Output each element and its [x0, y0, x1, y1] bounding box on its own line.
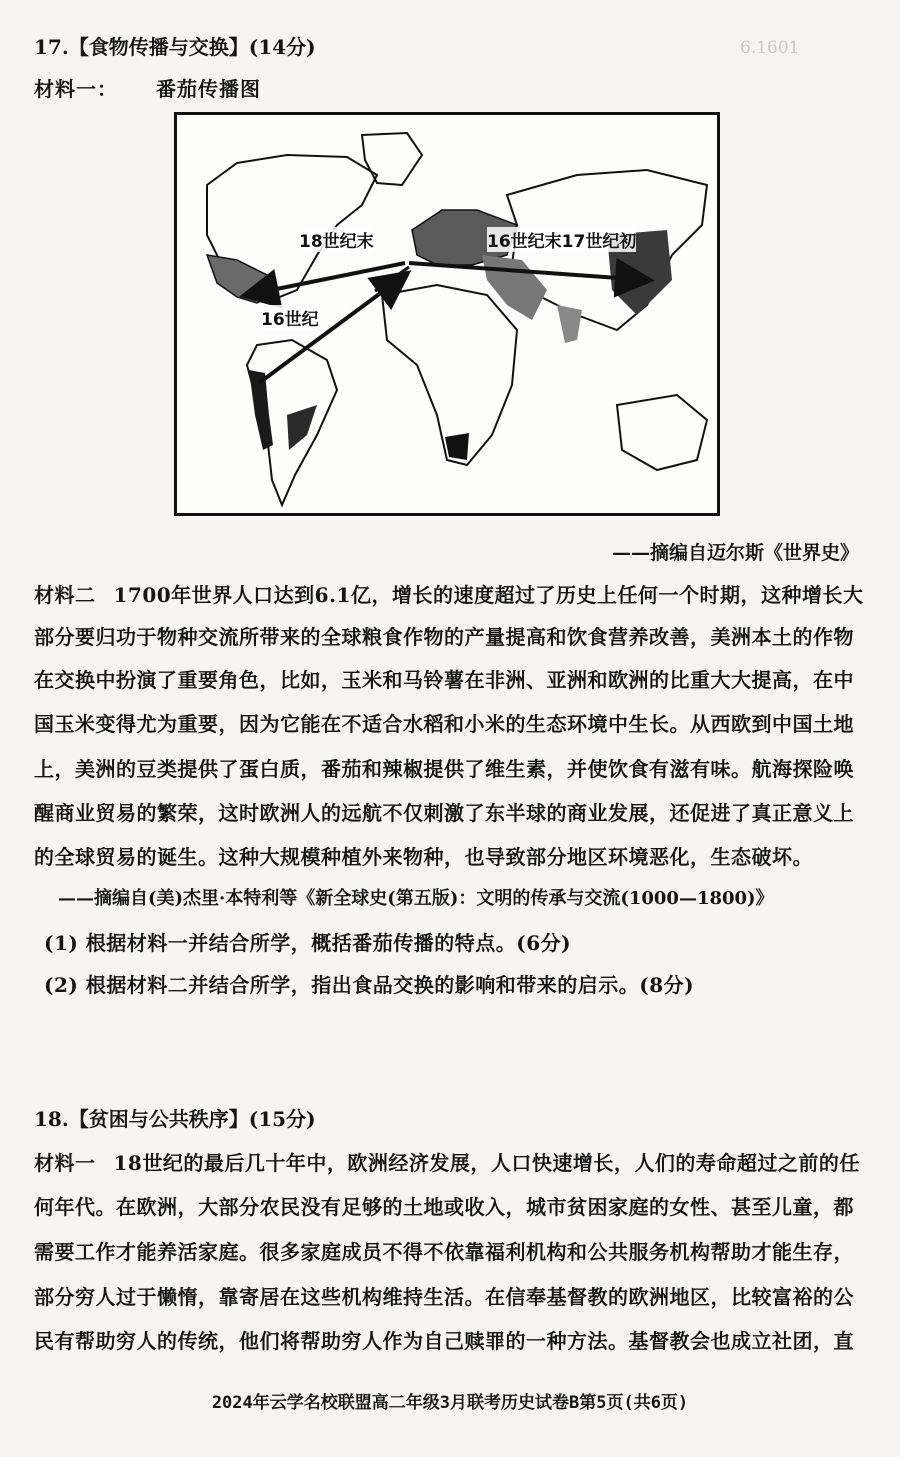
arrow-europe-to-africa — [375, 267, 409, 291]
material2-label: 材料二 — [34, 583, 96, 607]
q17-source2: ——摘编自(美)杰里·本特利等《新全球史(第五版)：文明的传承与交流(1000—1800)》 — [58, 888, 774, 909]
q17-title: 17.【食物传播与交换】(14分) — [34, 35, 316, 59]
map-caption: 番茄传播图 — [155, 77, 261, 101]
q18-material1-line-2: 需要工作才能养活家庭。很多家庭成员不得不依靠福利机构和公共服务机构帮助才能生存， — [34, 1240, 854, 1264]
q17-subquestion-1: (1) 根据材料一并结合所学，概括番茄传播的特点。(6分) — [44, 931, 572, 955]
q18-material1-text: 18世纪的最后几十年中，欧洲经济发展，人口快速增长，人们的寿命超过之前的任 — [113, 1151, 860, 1175]
world-map-graphic — [177, 115, 717, 513]
q18-material1-line-4: 民有帮助穷人的传统，他们将帮助穷人作为自己赎罪的一种方法。基督教会也成立社团，直 — [34, 1329, 854, 1353]
material1-label: 材料一： — [34, 77, 118, 101]
q17-source1: ——摘编自迈尔斯《世界史》 — [612, 542, 860, 564]
q18-material1-line-3: 部分穷人过于懒惰，靠寄居在这些机构维持生活。在信奉基督教的欧洲地区，比较富裕的公 — [34, 1285, 854, 1309]
material2-text: 1700年世界人口达到6.1亿，增长的速度超过了历史上任何一个时期，这种增长大 — [113, 583, 864, 607]
map-label-18th-century-end: 18世纪末 — [299, 227, 374, 252]
tomato-region-south-africa — [445, 433, 469, 460]
q17-material2-line-4: 上，美洲的豆类提供了蛋白质，番茄和辣椒提供了维生素，并使饮食有滋有味。航海探险唤 — [34, 757, 854, 781]
tomato-region-india — [557, 305, 582, 343]
greenland-landmass — [362, 133, 422, 185]
q18-material1-label: 材料一 — [34, 1151, 96, 1175]
q18-material1-line-0 — [34, 1150, 860, 1176]
q17-subquestion-2: (2) 根据材料二并结合所学，指出食品交换的影响和带来的启示。(8分) — [44, 973, 695, 997]
tomato-region-asia — [482, 255, 547, 320]
australia-landmass — [617, 395, 707, 470]
map-label-16th-century: 16世纪 — [261, 305, 319, 330]
tomato-region-north-america — [207, 255, 277, 303]
q18-title: 18.【贫困与公共秩序】(15分) — [34, 1107, 316, 1131]
q17-material1-label — [34, 76, 261, 102]
q17-material2-line-2: 在交换中扮演了重要角色，比如，玉米和马铃薯在非洲、亚洲和欧洲的比重大大提高，在中 — [34, 668, 854, 692]
q17-material2-line-5: 醒商业贸易的繁荣，这时欧洲人的远航不仅刺激了东半球的商业发展，还促进了真正意义上 — [34, 801, 854, 825]
tomato-spread-map — [174, 112, 720, 516]
q17-material2-line-0 — [34, 582, 863, 608]
page-footer: 2024年云学名校联盟高二年级3月联考历史试卷B第5页(共6页) — [211, 1393, 689, 1413]
q18-material1-line-1: 何年代。在欧洲，大部分农民没有足够的土地或收入，城市贫困家庭的女性、甚至儿童，都 — [34, 1195, 854, 1219]
bleed-through-text: 6.1601 — [740, 38, 800, 58]
q17-material2-line-1: 部分要归功于物种交流所带来的全球粮食作物的产量提高和饮食营养改善，美洲本土的作物 — [34, 625, 854, 649]
map-label-16th-17th-century: 16世纪末17世纪初 — [487, 227, 636, 252]
q17-material2-line-6: 的全球贸易的诞生。这种大规模种植外来物种，也导致部分地区环境恶化，生态破坏。 — [34, 845, 813, 869]
q17-material2-line-3: 国玉米变得尤为重要，因为它能在不适合水稻和小米的生态环境中生长。从西欧到中国土地 — [34, 712, 854, 736]
